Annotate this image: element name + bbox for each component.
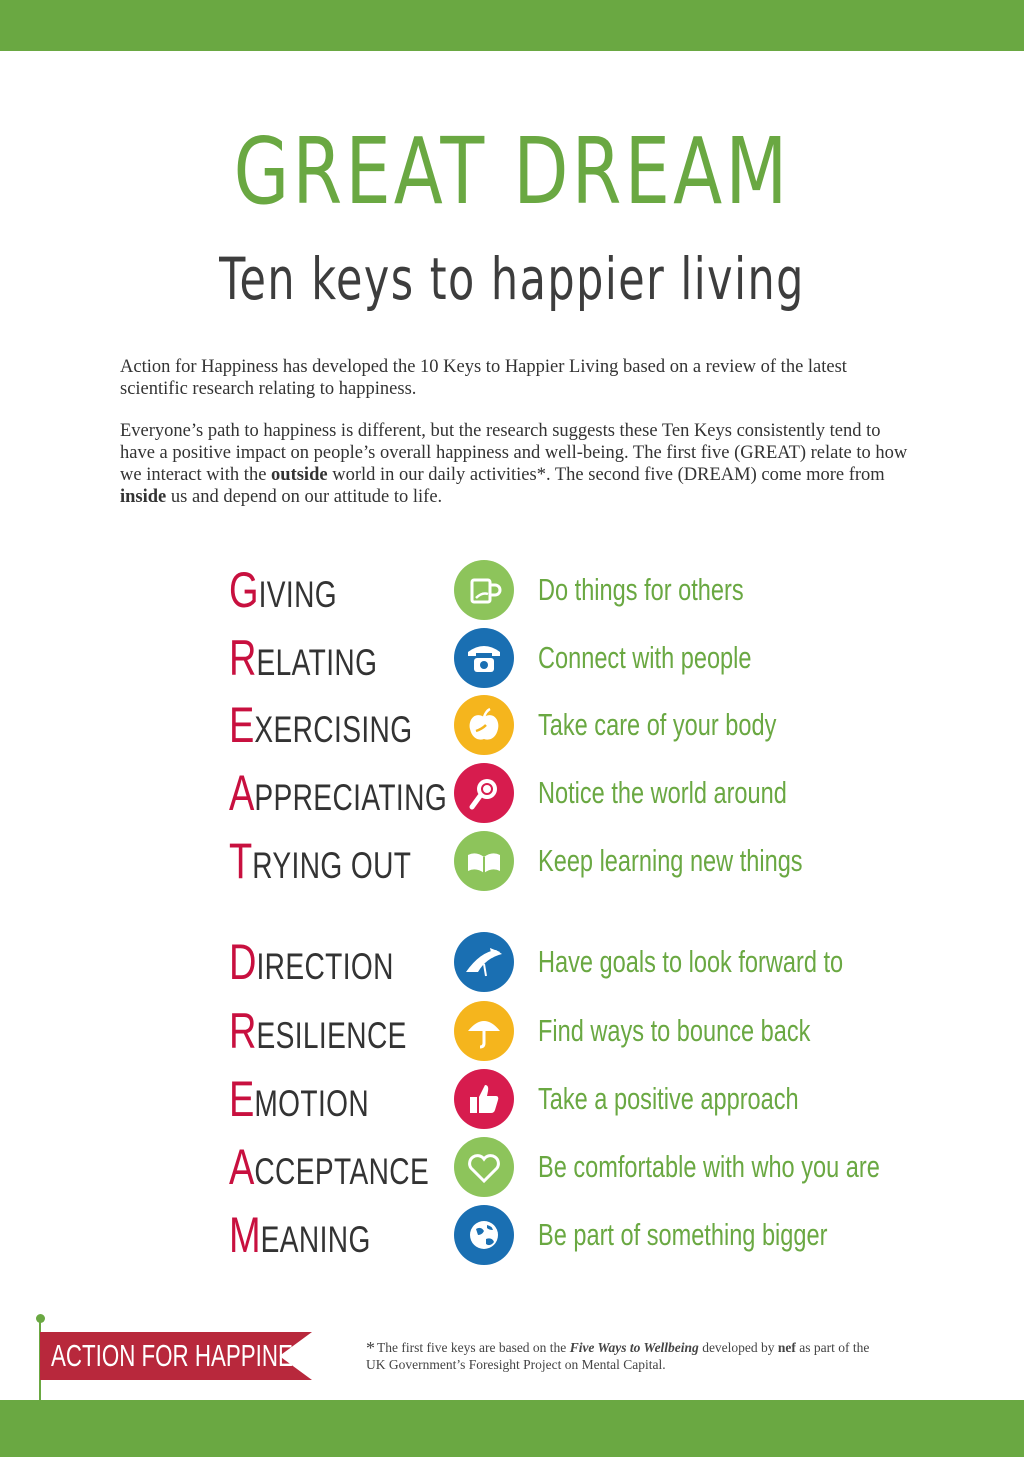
- top-green-band: [0, 0, 1024, 51]
- key-row: [0, 1069, 1024, 1129]
- key-initial: M: [229, 1207, 261, 1263]
- key-description: Have goals to look forward to: [538, 944, 844, 979]
- key-description: Take care of your body: [538, 707, 777, 742]
- action-for-happiness-logo: [34, 1314, 324, 1394]
- page-subtitle: Ten keys to happier living: [219, 245, 805, 313]
- apple-icon: [454, 695, 514, 755]
- bottom-green-band: [0, 1400, 1024, 1457]
- footnote-text: The first five keys are based on the: [377, 1340, 570, 1355]
- book-icon: [454, 831, 514, 891]
- key-initial: A: [229, 1139, 255, 1195]
- key-row: [0, 628, 1024, 688]
- key-word-rest: IVING: [258, 574, 338, 615]
- key-word: [229, 560, 337, 620]
- footnote-text: as part of the UK Government’s Foresight Project on Mental Capital.: [366, 1340, 870, 1372]
- key-row: [0, 932, 1024, 992]
- key-initial: T: [229, 833, 253, 889]
- footnote-nef: nef: [777, 1340, 796, 1355]
- key-word: [229, 628, 377, 688]
- key-word: [229, 1001, 407, 1061]
- key-description: Take a positive approach: [538, 1081, 799, 1116]
- page-title: GREAT DREAM: [233, 118, 791, 225]
- footnote-star: *: [366, 1338, 375, 1358]
- magnifier-icon: [454, 763, 514, 823]
- intro-text-span: Everyone’s path to happiness is different, but the research suggests these Ten Keys consistently tend to have a positive impact on people’s overall happiness and well-being. The first five (GREAT) relate to how we interact with the: [120, 421, 908, 485]
- intro-text-span: world in our daily activities*. The second five (DREAM) come more from: [327, 465, 885, 485]
- intro-paragraph-1: Action for Happiness has developed the 10 Keys to Happier Living based on a review of the latest scientific research relating to happiness.: [120, 357, 847, 399]
- intro-bold-inside: inside: [120, 487, 167, 507]
- footnote-five-ways: Five Ways to Wellbeing: [569, 1340, 699, 1355]
- key-description: Be part of something bigger: [538, 1217, 828, 1252]
- intro-text-span: us and depend on our attitude to life.: [166, 487, 443, 507]
- key-row: [0, 1205, 1024, 1265]
- key-row: [0, 1001, 1024, 1061]
- footnote: [366, 1338, 886, 1373]
- key-word: [229, 763, 447, 823]
- key-initial: A: [229, 765, 255, 821]
- key-description: Find ways to bounce back: [538, 1013, 811, 1048]
- key-row: [0, 831, 1024, 891]
- mug-icon: [454, 560, 514, 620]
- heart-icon: [454, 1137, 514, 1197]
- key-row: [0, 695, 1024, 755]
- globe-icon: [454, 1205, 514, 1265]
- intro-paragraph-2: [120, 420, 910, 508]
- key-word-rest: PPRECIATING: [254, 777, 448, 818]
- umbrella-icon: [454, 1001, 514, 1061]
- key-initial: R: [229, 630, 257, 686]
- key-description: Keep learning new things: [538, 843, 803, 878]
- road-icon: [454, 932, 514, 992]
- key-initial: G: [229, 562, 259, 618]
- key-initial: R: [229, 1003, 257, 1059]
- key-initial: E: [229, 1071, 255, 1127]
- key-word: [229, 1205, 371, 1265]
- key-row: [0, 560, 1024, 620]
- key-description: Notice the world around: [538, 775, 787, 810]
- logo-text: ACTION FOR HAPPINESS: [51, 1338, 323, 1373]
- key-word-rest: RYING OUT: [252, 845, 412, 886]
- key-word: [229, 1137, 429, 1197]
- key-word: [229, 932, 394, 992]
- key-initial: E: [229, 697, 255, 753]
- key-word-rest: XERCISING: [254, 709, 413, 750]
- key-row: [0, 763, 1024, 823]
- intro-bold-outside: outside: [271, 465, 328, 485]
- intro-text: [120, 356, 910, 528]
- telephone-icon: [454, 628, 514, 688]
- key-word: [229, 695, 412, 755]
- key-word-rest: ELATING: [256, 642, 378, 683]
- footnote-text: developed by: [698, 1340, 778, 1355]
- key-word: [229, 831, 411, 891]
- key-initial: D: [229, 934, 257, 990]
- key-word-rest: ESILIENCE: [256, 1015, 407, 1056]
- key-row: [0, 1137, 1024, 1197]
- key-description: Be comfortable with who you are: [538, 1149, 880, 1184]
- thumbs-up-icon: [454, 1069, 514, 1129]
- key-word: [229, 1069, 369, 1129]
- key-word-rest: IRECTION: [256, 946, 394, 987]
- key-word-rest: MOTION: [254, 1083, 370, 1124]
- key-description: Do things for others: [538, 572, 744, 607]
- key-description: Connect with people: [538, 640, 752, 675]
- key-word-rest: EANING: [260, 1219, 371, 1260]
- key-word-rest: CCEPTANCE: [254, 1151, 430, 1192]
